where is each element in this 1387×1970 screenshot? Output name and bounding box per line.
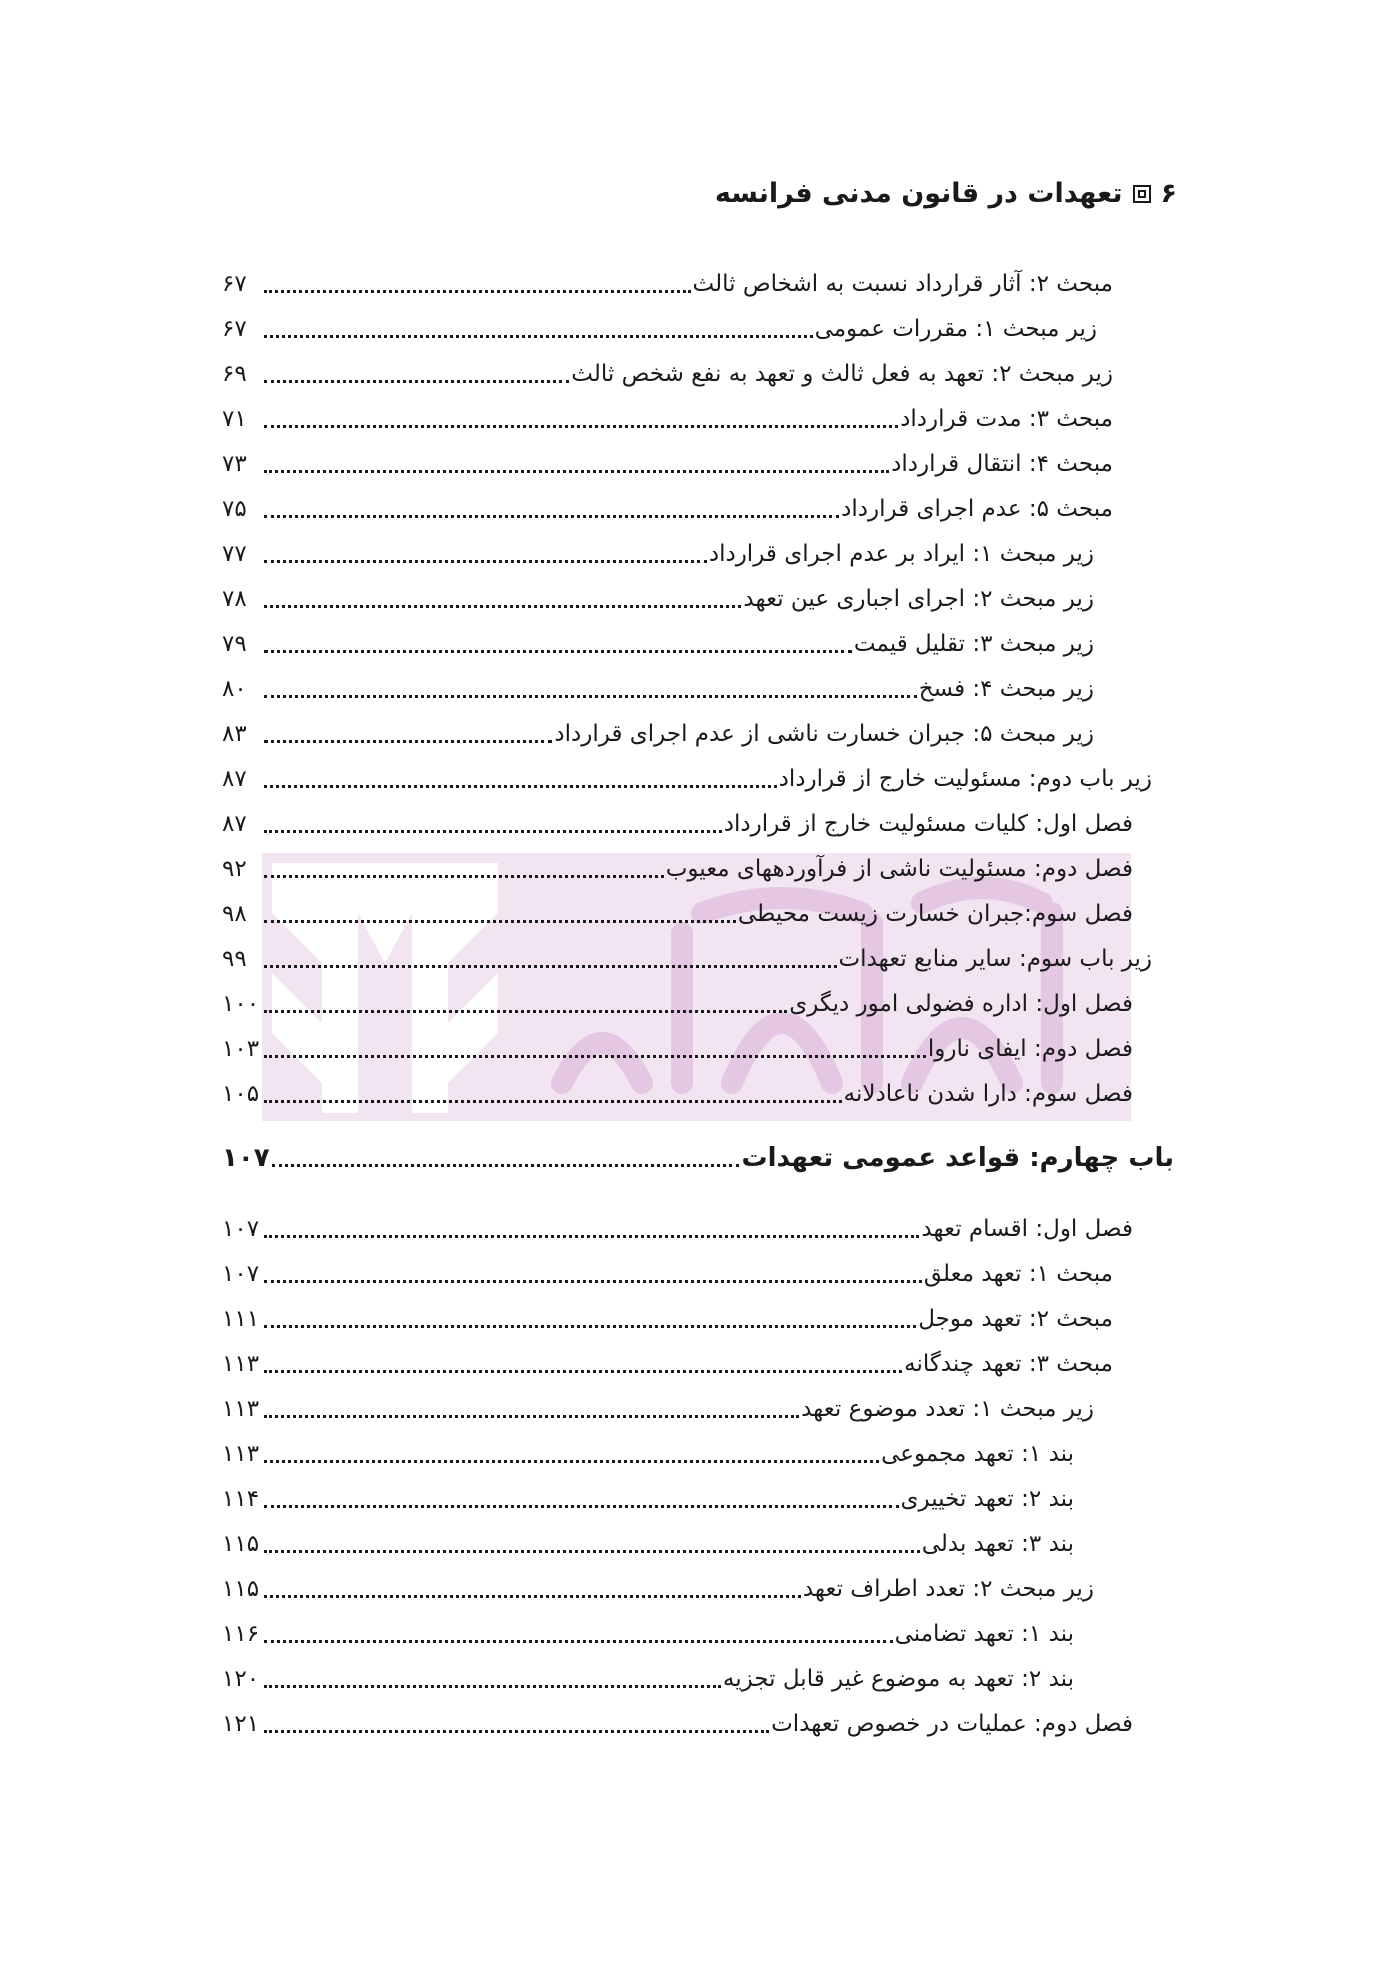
toc-entry-title: زیر مبحث ۲: تعهد به فعل ثالث و تعهد به نفع شخص ثالث xyxy=(571,361,1113,387)
toc-entry xyxy=(222,1479,1074,1519)
toc-entry xyxy=(222,309,1097,349)
toc-leader-dots xyxy=(264,1505,899,1508)
toc-entry xyxy=(222,669,1094,709)
toc-entry-title: بند ۱: تعهد تضامنی xyxy=(894,1621,1074,1647)
toc-entry-title: مبحث ۳: مدت قرارداد xyxy=(900,406,1113,432)
toc-entry xyxy=(222,984,1133,1024)
toc-entry-page: ۱۱۶ xyxy=(222,1621,260,1647)
toc-entry-title: بند ۲: تعهد به موضوع غیر قابل تجزیه xyxy=(722,1666,1074,1692)
toc-entry xyxy=(222,714,1094,754)
toc-leader-dots xyxy=(264,695,917,698)
toc-entry xyxy=(222,489,1113,529)
toc-entry-title: زیر مبحث ۲: اجرای اجباری عین تعهد xyxy=(743,586,1094,612)
toc-leader-dots xyxy=(264,290,691,293)
toc-entry-page: ۱۰۳ xyxy=(222,1036,260,1062)
toc-entry xyxy=(222,444,1113,484)
toc-leader-dots xyxy=(264,1730,769,1733)
toc-entry-page: ۸۳ xyxy=(222,721,247,747)
toc-entry-page: ۸۰ xyxy=(222,676,247,702)
toc-entry-page: ۹۹ xyxy=(222,946,247,972)
toc-leader-dots xyxy=(264,1010,787,1013)
toc-entry-page: ۷۳ xyxy=(222,451,247,477)
toc-leader-dots xyxy=(264,1280,922,1283)
toc-leader-dots xyxy=(264,920,736,923)
toc-entry-title: فصل اول: کلیات مسئولیت خارج از قرارداد xyxy=(723,811,1133,837)
toc-leader-dots xyxy=(272,1164,740,1167)
toc-leader-dots xyxy=(264,1685,721,1688)
toc-entry-page: ۱۰۵ xyxy=(222,1081,260,1107)
toc-entry xyxy=(222,939,1152,979)
toc-leader-dots xyxy=(264,1550,920,1553)
toc-entry-title: فصل اول: اقسام تعهد xyxy=(921,1216,1133,1242)
toc-leader-dots xyxy=(264,965,837,968)
toc-leader-dots xyxy=(264,380,569,383)
toc-leader-dots xyxy=(264,875,664,878)
header-title: تعهدات در قانون مدنی فرانسه xyxy=(714,178,1123,209)
toc-chapter-page: ۱۰۷ xyxy=(222,1143,270,1173)
toc-entry-page: ۱۱۴ xyxy=(222,1486,260,1512)
toc-leader-dots xyxy=(264,740,552,743)
square-ornament-icon xyxy=(1133,185,1151,203)
toc-leader-dots xyxy=(264,1100,842,1103)
toc-entry xyxy=(222,849,1133,889)
toc-entry-page: ۱۱۳ xyxy=(222,1351,260,1377)
toc-entry-title: بند ۳: تعهد بدلی xyxy=(921,1531,1074,1557)
toc-entry-title: فصل سوم: دارا شدن ناعادلانه xyxy=(843,1081,1133,1107)
toc-entry-title: فصل سوم:جبران خسارت زیست محیطی xyxy=(737,901,1133,927)
toc-entry-page: ۱۱۵ xyxy=(222,1576,260,1602)
toc-entry-page: ۱۱۵ xyxy=(222,1531,260,1557)
toc-entry xyxy=(222,1659,1074,1699)
toc-entry-page: ۷۹ xyxy=(222,631,247,657)
toc-entry-page: ۱۰۷ xyxy=(222,1216,260,1242)
toc-entry-page: ۱۱۱ xyxy=(222,1306,260,1332)
toc-entry xyxy=(222,1569,1094,1609)
toc-chapter-title: باب چهارم: قواعد عمومی تعهدات xyxy=(741,1143,1174,1173)
toc-entry-title: زیر مبحث ۱: مقررات عمومی xyxy=(814,316,1097,342)
toc-entry-page: ۱۱۳ xyxy=(222,1441,260,1467)
toc-entry-page: ۷۸ xyxy=(222,586,247,612)
toc-entry-title: مبحث ۵: عدم اجرای قرارداد xyxy=(841,496,1113,522)
toc-entry xyxy=(222,804,1133,844)
toc-entry-page: ۷۱ xyxy=(222,406,247,432)
toc-entry-title: مبحث ۳: تعهد چندگانه xyxy=(904,1351,1113,1377)
toc-entry xyxy=(222,759,1152,799)
toc-leader-dots xyxy=(264,560,707,563)
toc-entry xyxy=(222,894,1133,934)
toc-entry-page: ۶۹ xyxy=(222,361,247,387)
toc-entry-page: ۶۷ xyxy=(222,316,247,342)
toc-entry xyxy=(222,1704,1133,1744)
toc-entry-title: مبحث ۱: تعهد معلق xyxy=(923,1261,1113,1287)
toc-entry-title: زیر مبحث ۲: تعدد اطراف تعهد xyxy=(802,1576,1094,1602)
toc-entry-title: زیر باب سوم: سایر منابع تعهدات xyxy=(838,946,1152,972)
toc-entry xyxy=(222,1209,1133,1249)
toc-entry-title: فصل دوم: ایفای ناروا xyxy=(927,1036,1133,1062)
toc-entry xyxy=(222,1434,1074,1474)
toc-entry-title: زیر مبحث ۳: تقلیل قیمت xyxy=(853,631,1094,657)
toc-entry-title: مبحث ۴: انتقال قرارداد xyxy=(891,451,1113,477)
toc-entry xyxy=(222,354,1113,394)
toc-entry xyxy=(222,1254,1113,1294)
running-header xyxy=(715,178,1177,209)
toc-entry-title: زیر مبحث ۴: فسخ xyxy=(918,676,1094,702)
toc-entry-page: ۹۲ xyxy=(222,856,247,882)
toc-entry-title: زیر مبحث ۵: جبران خسارت ناشی از عدم اجرای قرارداد xyxy=(554,721,1094,747)
toc-chapter-entry xyxy=(222,1138,1174,1178)
toc-entry xyxy=(222,264,1113,304)
toc-leader-dots xyxy=(264,650,852,653)
toc-leader-dots xyxy=(264,425,898,428)
toc-entry-title: زیر باب دوم: مسئولیت خارج از قرارداد xyxy=(778,766,1152,792)
toc-leader-dots xyxy=(264,1055,926,1058)
toc-leader-dots xyxy=(264,515,839,518)
toc-leader-dots xyxy=(264,1370,902,1373)
toc-entry-title: مبحث ۲: آثار قرارداد نسبت به اشخاص ثالث xyxy=(692,271,1113,297)
toc-entry xyxy=(222,1614,1074,1654)
toc-leader-dots xyxy=(264,1325,916,1328)
toc-leader-dots xyxy=(264,785,777,788)
toc-entry-page: ۱۲۱ xyxy=(222,1711,260,1737)
toc-leader-dots xyxy=(264,1460,879,1463)
toc-entry-page: ۶۷ xyxy=(222,271,247,297)
toc-entry xyxy=(222,1389,1094,1429)
toc-entry xyxy=(222,1299,1113,1339)
toc-leader-dots xyxy=(264,1235,919,1238)
toc-entry-title: بند ۱: تعهد مجموعی xyxy=(881,1441,1074,1467)
toc-entry xyxy=(222,1344,1113,1384)
header-page-number: ۶ xyxy=(1160,178,1177,209)
toc-entry-title: فصل دوم: مسئولیت ناشی از فرآوردههای معیوب xyxy=(665,856,1133,882)
toc-entry-page: ۱۰۰ xyxy=(222,991,260,1017)
toc-entry-page: ۹۸ xyxy=(222,901,247,927)
toc-entry-page: ۷۵ xyxy=(222,496,247,522)
toc-entry xyxy=(222,534,1094,574)
toc-leader-dots xyxy=(264,1415,799,1418)
toc-entry xyxy=(222,579,1094,619)
toc-entry-page: ۱۱۳ xyxy=(222,1396,260,1422)
toc-entry-page: ۱۲۰ xyxy=(222,1666,260,1692)
toc-entry xyxy=(222,1524,1074,1564)
toc-leader-dots xyxy=(264,1595,801,1598)
toc-entry-page: ۷۷ xyxy=(222,541,247,567)
toc-entry xyxy=(222,399,1113,439)
toc-leader-dots xyxy=(264,335,813,338)
toc-entry-title: مبحث ۲: تعهد موجل xyxy=(918,1306,1113,1332)
toc-entry-title: فصل اول: اداره فضولی امور دیگری xyxy=(789,991,1133,1017)
toc-entry-page: ۸۷ xyxy=(222,766,247,792)
toc-entry-title: زیر مبحث ۱: ایراد بر عدم اجرای قرارداد xyxy=(708,541,1094,567)
toc-leader-dots xyxy=(264,1640,893,1643)
toc-entry-page: ۱۰۷ xyxy=(222,1261,260,1287)
toc-leader-dots xyxy=(264,470,889,473)
toc-entry xyxy=(222,1074,1133,1114)
toc-leader-dots xyxy=(264,605,741,608)
toc-entry xyxy=(222,1029,1133,1069)
toc-entry-title: زیر مبحث ۱: تعدد موضوع تعهد xyxy=(801,1396,1094,1422)
toc-entry-title: بند ۲: تعهد تخییری xyxy=(900,1486,1074,1512)
toc-entry xyxy=(222,624,1094,664)
toc-entry-page: ۸۷ xyxy=(222,811,247,837)
toc-entry-title: فصل دوم: عملیات در خصوص تعهدات xyxy=(771,1711,1133,1737)
toc-leader-dots xyxy=(264,830,722,833)
